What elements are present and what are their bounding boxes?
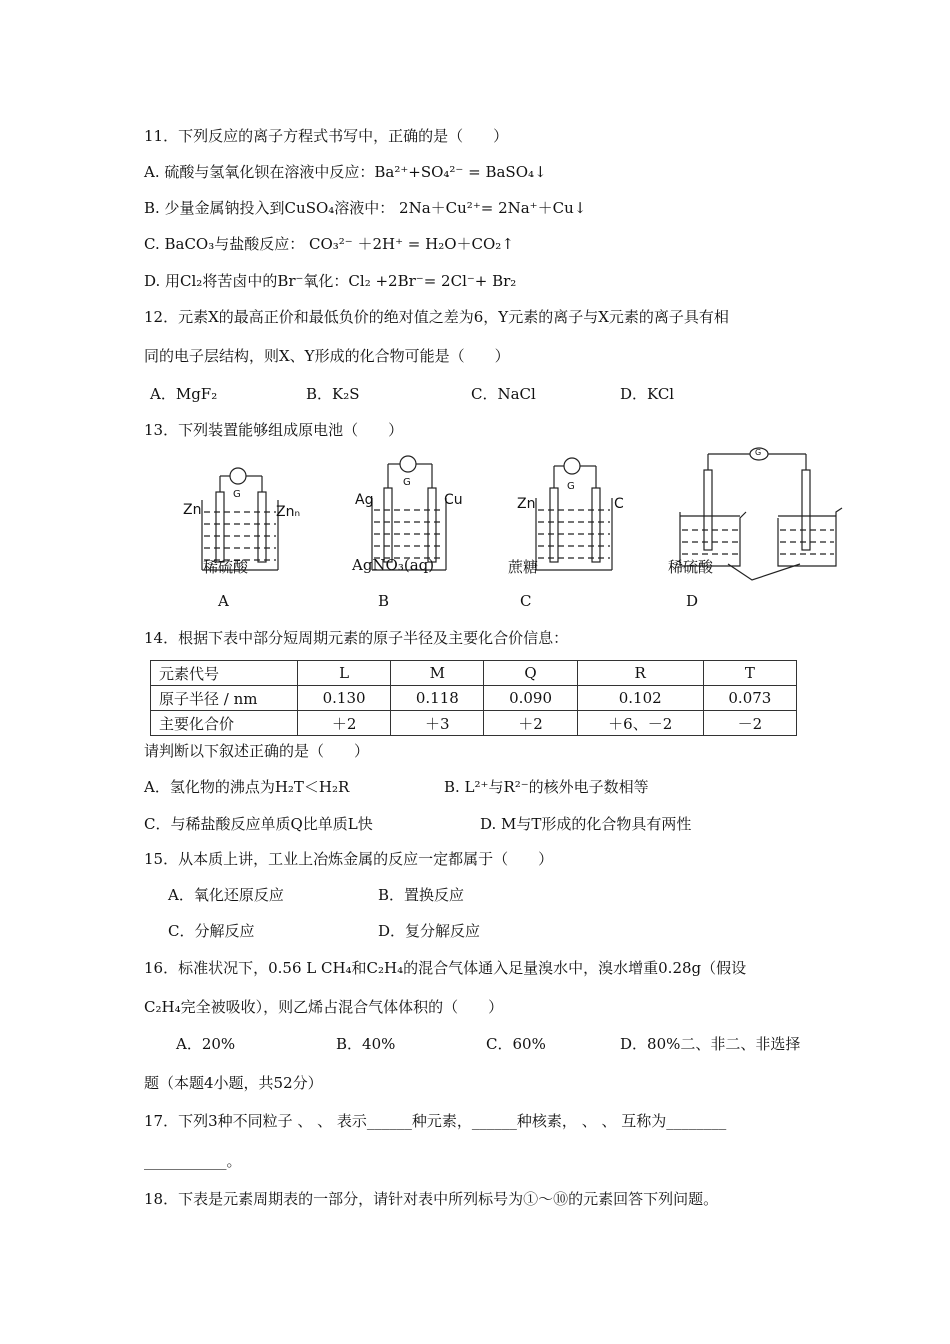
device-c-left-label: Zn [517, 496, 536, 512]
table-cell: 元素代号 [151, 661, 298, 686]
device-c-solution: 蔗糖 [508, 558, 539, 576]
q12-option-b: B．K₂S [306, 385, 360, 403]
q15-option-a: A．氧化还原反应 [168, 886, 284, 904]
q17-line-1: 17．下列3种不同粒子 、 、 表示______种元素，______种核素， 、 、 互称为________ [144, 1112, 727, 1130]
q11-stem: 11．下列反应的离子方程式书写中，正确的是（ ） [144, 127, 509, 145]
table-cell: ＋2 [484, 711, 577, 736]
q16-stem-1: 16．标准状况下，0.56 L CH₄和C₂H₄的混合气体通入足量溴水中，溴水增重0.28g（假设 [144, 959, 747, 977]
table-cell: 0.118 [391, 686, 484, 711]
q11-option-a: A. 硫酸与氢氧化钡在溶液中反应：Ba²⁺+SO₄²⁻ = BaSO₄↓ [144, 163, 547, 181]
table-cell: L [298, 661, 391, 686]
table-cell: 0.130 [298, 686, 391, 711]
device-b-diagram [372, 456, 446, 570]
q14-option-d: D. M与T形成的化合物具有两性 [480, 815, 692, 833]
element-data-table [150, 660, 797, 736]
table-cell: Q [484, 661, 577, 686]
table-cell: 0.102 [577, 686, 703, 711]
device-a-left-label: Zn [183, 502, 202, 518]
table-cell: ＋2 [298, 711, 391, 736]
q13-stem: 13．下列装置能够组成原电池（ ） [144, 421, 404, 439]
q11-option-d: D. 用Cl₂将苦卤中的Br⁻氧化：Cl₂ +2Br⁻= 2Cl⁻+ Br₂ [144, 272, 517, 290]
q12-option-d: D．KCl [620, 385, 675, 403]
table-cell: 0.090 [484, 686, 577, 711]
q16-option-a: A．20% [176, 1035, 236, 1053]
table-row [151, 711, 797, 736]
device-c-right-label: C [614, 496, 624, 512]
q14-option-c: C．与稀盐酸反应单质Q比单质L快 [144, 815, 373, 833]
q12-stem-2: 同的电子层结构，则X、Y形成的化合物可能是（ ） [144, 347, 510, 365]
q16-option-b: B．40% [336, 1035, 396, 1053]
table-cell: T [703, 661, 796, 686]
q12-stem-1: 12．元素X的最高正价和最低负价的绝对值之差为6，Y元素的离子与X元素的离子具有相 [144, 308, 729, 326]
q16-option-d: D．80%二、非二、非选择 [620, 1035, 801, 1053]
device-c-diagram [536, 458, 612, 570]
device-a-solution: 稀硫酸 [203, 558, 249, 576]
q14-ask: 请判断以下叙述正确的是（ ） [144, 742, 370, 760]
q14-option-b: B. L²⁺与R²⁻的核外电子数相等 [444, 778, 649, 796]
q17-line-2: ___________。 [144, 1152, 242, 1170]
q16-option-c: C．60% [486, 1035, 546, 1053]
device-b-left-label: Ag [355, 492, 374, 508]
q12-option-a: A．MgF₂ [150, 385, 218, 403]
table-cell: ＋6、－2 [577, 711, 703, 736]
table-cell: R [577, 661, 703, 686]
table-cell: ＋3 [391, 711, 484, 736]
device-d-caption: D [686, 592, 699, 610]
q18-stem: 18．下表是元素周期表的一部分，请针对表中所列标号为①～⑩的元素回答下列问题。 [144, 1190, 719, 1208]
table-cell: －2 [703, 711, 796, 736]
device-c-meter-label: G [567, 481, 575, 492]
q14-stem: 14．根据下表中部分短周期元素的原子半径及主要化合价信息： [144, 629, 569, 647]
device-a-diagram [202, 468, 278, 570]
table-cell: M [391, 661, 484, 686]
section-two-heading: 题（本题4小题，共52分） [144, 1074, 323, 1092]
device-c-caption: C [520, 592, 532, 610]
q11-option-c: C. BaCO₃与盐酸反应： CO₃²⁻ ＋2H⁺ = H₂O＋CO₂↑ [144, 235, 514, 253]
q15-option-b: B．置换反应 [378, 886, 465, 904]
device-a-meter-label: G [233, 489, 241, 500]
q15-option-d: D．复分解反应 [378, 922, 481, 940]
q14-option-a: A．氢化物的沸点为H₂T＜H₂R [144, 778, 350, 796]
q16-stem-2: C₂H₄完全被吸收），则乙烯占混合气体体积的（ ） [144, 998, 504, 1016]
device-a-caption: A [218, 592, 229, 610]
q15-stem: 15．从本质上讲，工业上冶炼金属的反应一定都属于（ ） [144, 850, 554, 868]
table-cell: 原子半径 / nm [151, 686, 298, 711]
table-row [151, 686, 797, 711]
device-d-meter-label: G [755, 448, 762, 457]
q11-option-b: B. 少量金属钠投入到CuSO₄溶液中： 2Na＋Cu²⁺= 2Na⁺＋Cu↓ [144, 199, 587, 217]
device-b-solution: AgNO₃(aq) [352, 556, 435, 574]
device-b-meter-label: G [403, 477, 411, 488]
table-cell: 0.073 [703, 686, 796, 711]
device-b-right-label: Cu [444, 492, 463, 508]
table-cell: 主要化合价 [151, 711, 298, 736]
device-d-solution: 稀硫酸 [668, 558, 714, 576]
q12-option-c: C．NaCl [471, 385, 536, 403]
device-a-right-label: Znₙ [276, 504, 301, 520]
table-row [151, 661, 797, 686]
device-b-caption: B [378, 592, 390, 610]
q15-option-c: C．分解反应 [168, 922, 255, 940]
